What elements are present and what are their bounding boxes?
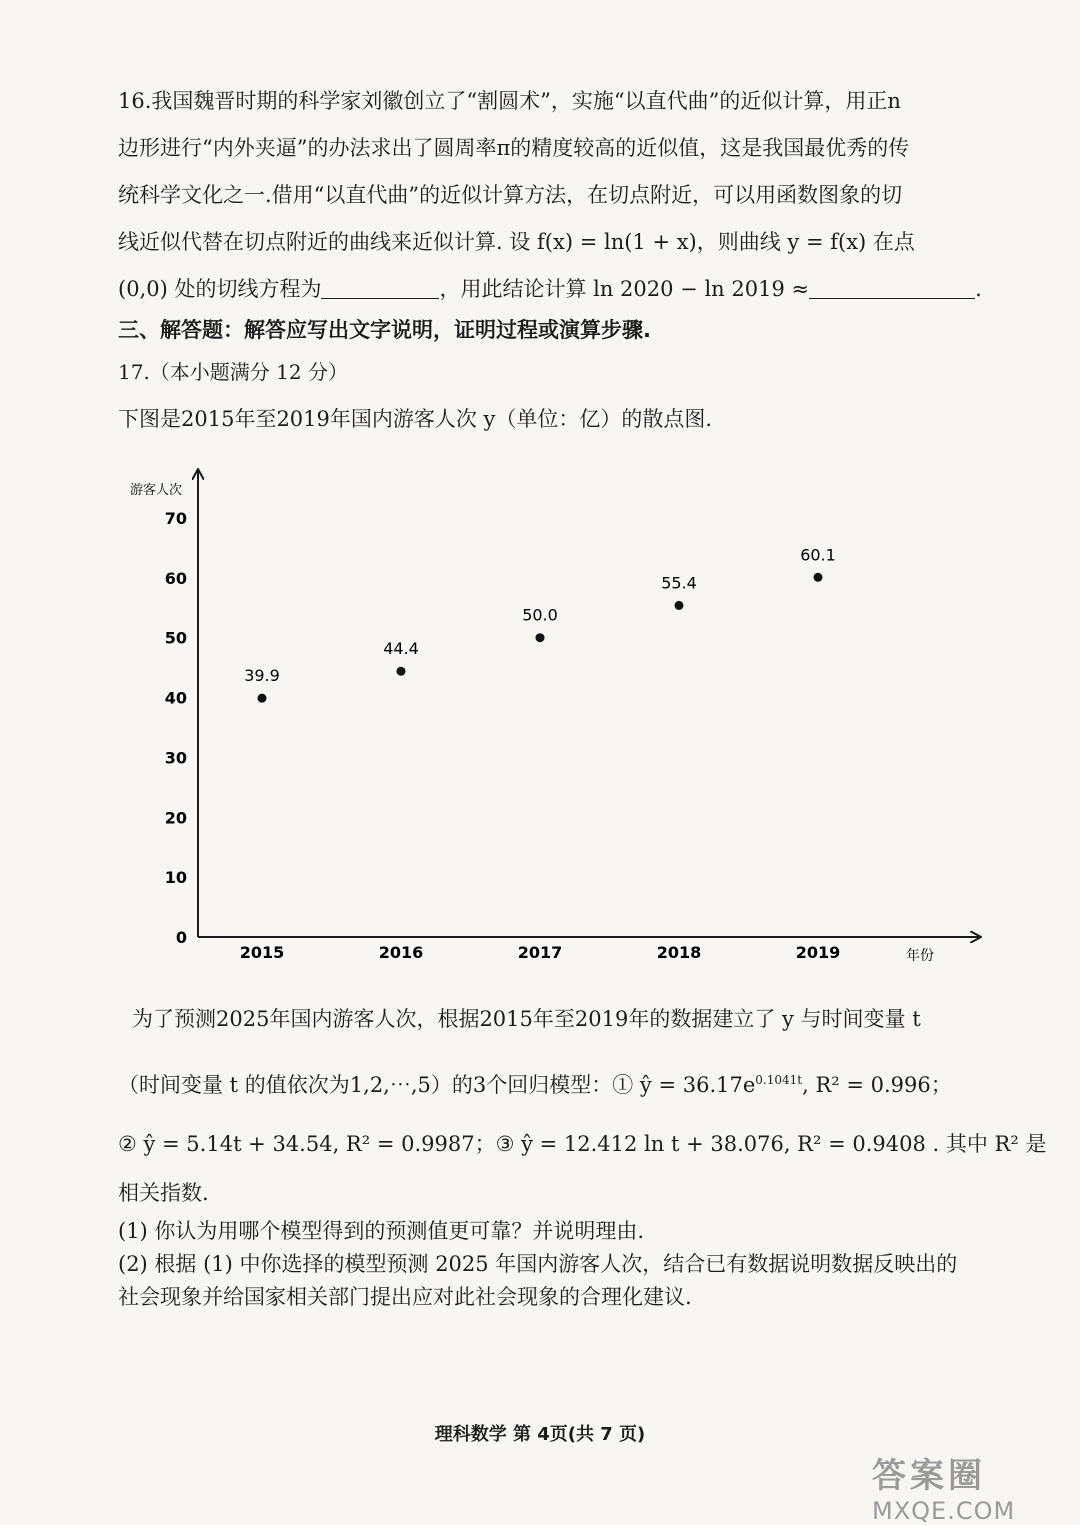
x-tick-label: 2017	[517, 943, 563, 962]
q17-model-1-b: , R² = 0.996；	[802, 1073, 952, 1097]
answer-blank-tangent[interactable]	[321, 274, 439, 299]
data-point	[536, 633, 545, 642]
x-tick-label: 2015	[239, 943, 285, 962]
q16-line-4: 线近似代替在切点附近的曲线来近似计算. 设 f(x) = ln(1 + x)，则曲线 y = f(x) 在点	[118, 230, 915, 254]
watermark	[872, 1448, 1072, 1525]
data-point	[258, 694, 267, 703]
x-tick-label: 2016	[378, 943, 424, 962]
answer-blank-estimate[interactable]	[809, 274, 975, 299]
q16-line-5-part-b: ，用此结论计算 ln 2020 − ln 2019 ≈	[439, 277, 810, 301]
q17-body-line-4: 相关指数.	[118, 1181, 209, 1205]
data-label: 55.4	[661, 573, 697, 593]
section-title: 三、解答题：解答应写出文字说明，证明过程或演算步骤.	[118, 318, 651, 342]
question-17-intro: 下图是2015年至2019年国内游客人次 y（单位：亿）的散点图.	[118, 407, 713, 431]
q16-line-2: 边形进行“内外夹逼”的办法求出了圆周率π的精度较高的近似值，这是我国最优秀的传	[118, 136, 910, 160]
q16-line-1: 16.我国魏晋时期的科学家刘徽创立了“割圆术”，实施“以直代曲”的近似计算，用正n	[118, 89, 901, 113]
q16-line-5-part-a: (0,0) 处的切线方程为	[118, 277, 322, 301]
y-tick-label: 0	[175, 928, 187, 947]
q17-model-1-exponent: 0.1041t	[755, 1073, 803, 1087]
data-label: 50.0	[522, 605, 558, 625]
q17-subquestion-2: (2) 根据 (1) 中你选择的模型预测 2025 年国内游客人次，结合已有数据说明数据反映出的	[118, 1252, 958, 1276]
q17-body-line-2	[118, 1043, 998, 1117]
data-label: 60.1	[800, 545, 836, 565]
q17-model-1-a: （时间变量 t 的值依次为1,2,⋯,5）的3个回归模型：① ŷ = 36.17e	[118, 1073, 756, 1097]
y-tick-label: 60	[164, 568, 187, 588]
y-tick-label: 70	[164, 509, 187, 528]
data-points	[258, 573, 823, 703]
data-point	[675, 601, 684, 610]
watermark-url: MXQE.COM	[872, 1497, 1016, 1525]
data-point	[397, 667, 406, 676]
question-16	[118, 78, 998, 313]
page-footer: 理科数学 第 4页(共 7 页)	[434, 1424, 646, 1445]
q16-line-5-part-c: .	[975, 277, 982, 301]
watermark-logo-text: 答案圈	[872, 1456, 986, 1496]
data-labels	[244, 545, 836, 685]
x-tick-label: 2018	[656, 943, 702, 962]
q17-body-line-3: ② ŷ = 5.14t + 34.54, R² = 0.9987；③ ŷ = 12.412 ln t + 38.076, R² = 0.9408 . 其中 R² 是	[118, 1132, 1047, 1156]
x-ticks	[240, 943, 841, 962]
q17-subquestion-2-cont: 社会现象并给国家相关部门提出应对此社会现象的合理化建议.	[118, 1285, 692, 1309]
data-label: 44.4	[383, 639, 419, 659]
y-tick-label: 40	[164, 688, 187, 708]
q17-subquestion-1: (1) 你认为用哪个模型得到的预测值更可靠？并说明理由.	[118, 1219, 645, 1243]
y-tick-label: 20	[164, 808, 187, 828]
y-ticks	[165, 509, 187, 947]
y-tick-label: 50	[164, 628, 187, 648]
data-point	[814, 573, 823, 582]
scatter-chart-svg	[110, 462, 990, 982]
y-tick-label: 10	[164, 868, 187, 888]
data-label: 39.9	[244, 666, 280, 686]
y-axis-label: 游客人次	[130, 483, 183, 498]
x-axis-label: 年份	[906, 948, 934, 964]
question-17-body	[118, 995, 1047, 1314]
q17-body-line-1: 为了预测2025年国内游客人次，根据2015年至2019年的数据建立了 y 与时间变量 t	[132, 1007, 921, 1031]
q16-line-5	[118, 266, 998, 313]
y-tick-label: 30	[164, 748, 187, 768]
scatter-chart	[110, 462, 990, 986]
q16-line-3: 统科学文化之一.借用“以直代曲”的近似计算方法，在切点附近，可以用函数图象的切	[118, 183, 903, 207]
x-tick-label: 2019	[795, 943, 841, 962]
question-17-header: 17.（本小题满分 12 分）	[118, 360, 348, 384]
